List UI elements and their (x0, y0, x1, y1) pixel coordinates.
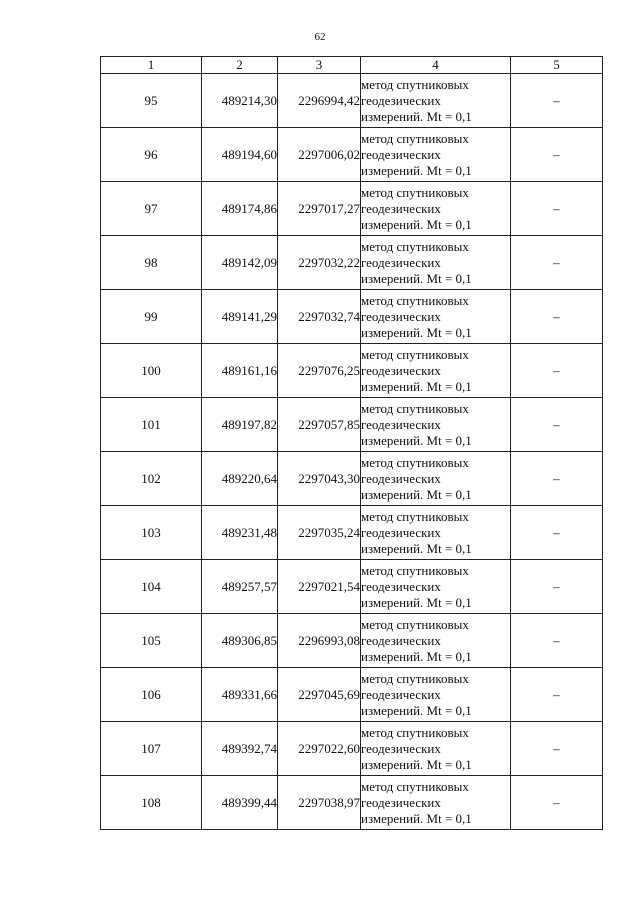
method-cell (361, 290, 511, 344)
method-line-2: геодезических (361, 578, 441, 594)
table-header-row (101, 57, 603, 74)
method-cell (361, 560, 511, 614)
x-coordinate: 489141,29 (202, 290, 278, 344)
x-coordinate: 489220,64 (202, 452, 278, 506)
point-number: 98 (101, 236, 202, 290)
method-cell (361, 236, 511, 290)
method-line-2: геодезических (361, 740, 441, 756)
column-5-value: – (511, 668, 603, 722)
method-line-2: геодезических (361, 362, 441, 378)
y-coordinate: 2297021,54 (278, 560, 361, 614)
y-coordinate: 2297017,27 (278, 182, 361, 236)
method-cell (361, 344, 511, 398)
method-line-3: измерений. Mt = 0,1 (361, 432, 472, 448)
method-line-1: метод спутниковых (361, 184, 469, 200)
column-5-value: – (511, 398, 603, 452)
y-coordinate: 2297045,69 (278, 668, 361, 722)
table-row (101, 290, 603, 344)
column-5-value: – (511, 722, 603, 776)
method-line-2: геодезических (361, 146, 441, 162)
method-line-1: метод спутниковых (361, 562, 469, 578)
x-coordinate: 489399,44 (202, 776, 278, 830)
x-coordinate: 489306,85 (202, 614, 278, 668)
method-line-1: метод спутниковых (361, 616, 469, 632)
method-cell (361, 776, 511, 830)
x-coordinate: 489214,30 (202, 74, 278, 128)
method-line-2: геодезических (361, 254, 441, 270)
point-number: 101 (101, 398, 202, 452)
method-line-3: измерений. Mt = 0,1 (361, 270, 472, 286)
table-row (101, 668, 603, 722)
method-line-3: измерений. Mt = 0,1 (361, 594, 472, 610)
page-number: 62 (314, 31, 326, 43)
y-coordinate: 2296993,08 (278, 614, 361, 668)
x-coordinate: 489194,60 (202, 128, 278, 182)
column-5-value: – (511, 290, 603, 344)
column-header-3: 3 (278, 57, 361, 74)
column-5-value: – (511, 614, 603, 668)
point-number: 96 (101, 128, 202, 182)
x-coordinate: 489197,82 (202, 398, 278, 452)
table-row (101, 398, 603, 452)
y-coordinate: 2297022,60 (278, 722, 361, 776)
table-row (101, 614, 603, 668)
column-header-5: 5 (511, 57, 603, 74)
method-line-1: метод спутниковых (361, 400, 469, 416)
method-line-1: метод спутниковых (361, 76, 469, 92)
table-row (101, 236, 603, 290)
method-line-1: метод спутниковых (361, 508, 469, 524)
method-line-2: геодезических (361, 308, 441, 324)
method-line-3: измерений. Mt = 0,1 (361, 648, 472, 664)
point-number: 97 (101, 182, 202, 236)
y-coordinate: 2297032,22 (278, 236, 361, 290)
method-cell (361, 452, 511, 506)
method-line-1: метод спутниковых (361, 778, 469, 794)
x-coordinate: 489142,09 (202, 236, 278, 290)
column-5-value: – (511, 506, 603, 560)
method-line-3: измерений. Mt = 0,1 (361, 108, 472, 124)
method-line-1: метод спутниковых (361, 238, 469, 254)
column-5-value: – (511, 182, 603, 236)
y-coordinate: 2297076,25 (278, 344, 361, 398)
method-line-1: метод спутниковых (361, 724, 469, 740)
y-coordinate: 2297057,85 (278, 398, 361, 452)
method-cell (361, 182, 511, 236)
table-row (101, 560, 603, 614)
method-cell (361, 722, 511, 776)
method-line-3: измерений. Mt = 0,1 (361, 810, 472, 826)
column-5-value: – (511, 776, 603, 830)
point-number: 107 (101, 722, 202, 776)
y-coordinate: 2297006,02 (278, 128, 361, 182)
method-line-3: измерений. Mt = 0,1 (361, 486, 472, 502)
column-5-value: – (511, 560, 603, 614)
x-coordinate: 489161,16 (202, 344, 278, 398)
method-cell (361, 506, 511, 560)
table-row (101, 452, 603, 506)
table-body (101, 74, 603, 830)
method-line-3: измерений. Mt = 0,1 (361, 378, 472, 394)
y-coordinate: 2297038,97 (278, 776, 361, 830)
x-coordinate: 489231,48 (202, 506, 278, 560)
point-number: 104 (101, 560, 202, 614)
y-coordinate: 2297043,30 (278, 452, 361, 506)
point-number: 95 (101, 74, 202, 128)
column-5-value: – (511, 74, 603, 128)
method-line-2: геодезических (361, 524, 441, 540)
column-5-value: – (511, 344, 603, 398)
point-number: 103 (101, 506, 202, 560)
point-number: 106 (101, 668, 202, 722)
method-line-1: метод спутниковых (361, 670, 469, 686)
method-line-2: геодезических (361, 470, 441, 486)
column-5-value: – (511, 452, 603, 506)
method-cell (361, 128, 511, 182)
table-row (101, 182, 603, 236)
column-5-value: – (511, 128, 603, 182)
method-line-3: измерений. Mt = 0,1 (361, 540, 472, 556)
column-header-2: 2 (202, 57, 278, 74)
table-row (101, 722, 603, 776)
method-cell (361, 398, 511, 452)
method-line-1: метод спутниковых (361, 346, 469, 362)
method-line-1: метод спутниковых (361, 454, 469, 470)
method-cell (361, 74, 511, 128)
column-5-value: – (511, 236, 603, 290)
method-line-2: геодезических (361, 200, 441, 216)
point-number: 100 (101, 344, 202, 398)
method-cell (361, 668, 511, 722)
method-line-3: измерений. Mt = 0,1 (361, 216, 472, 232)
column-header-4: 4 (361, 57, 511, 74)
method-line-2: геодезических (361, 632, 441, 648)
x-coordinate: 489392,74 (202, 722, 278, 776)
y-coordinate: 2297032,74 (278, 290, 361, 344)
table-row (101, 344, 603, 398)
point-number: 105 (101, 614, 202, 668)
method-line-2: геодезических (361, 686, 441, 702)
method-line-3: измерений. Mt = 0,1 (361, 162, 472, 178)
method-line-2: геодезических (361, 416, 441, 432)
y-coordinate: 2296994,42 (278, 74, 361, 128)
coordinates-table (100, 56, 603, 830)
x-coordinate: 489174,86 (202, 182, 278, 236)
method-line-1: метод спутниковых (361, 292, 469, 308)
table-row (101, 74, 603, 128)
point-number: 108 (101, 776, 202, 830)
method-line-3: измерений. Mt = 0,1 (361, 756, 472, 772)
column-header-1: 1 (101, 57, 202, 74)
method-cell (361, 614, 511, 668)
y-coordinate: 2297035,24 (278, 506, 361, 560)
table-row (101, 128, 603, 182)
table-row (101, 506, 603, 560)
method-line-3: измерений. Mt = 0,1 (361, 702, 472, 718)
method-line-2: геодезических (361, 92, 441, 108)
point-number: 99 (101, 290, 202, 344)
point-number: 102 (101, 452, 202, 506)
method-line-3: измерений. Mt = 0,1 (361, 324, 472, 340)
table-row (101, 776, 603, 830)
method-line-1: метод спутниковых (361, 130, 469, 146)
x-coordinate: 489331,66 (202, 668, 278, 722)
method-line-2: геодезических (361, 794, 441, 810)
x-coordinate: 489257,57 (202, 560, 278, 614)
